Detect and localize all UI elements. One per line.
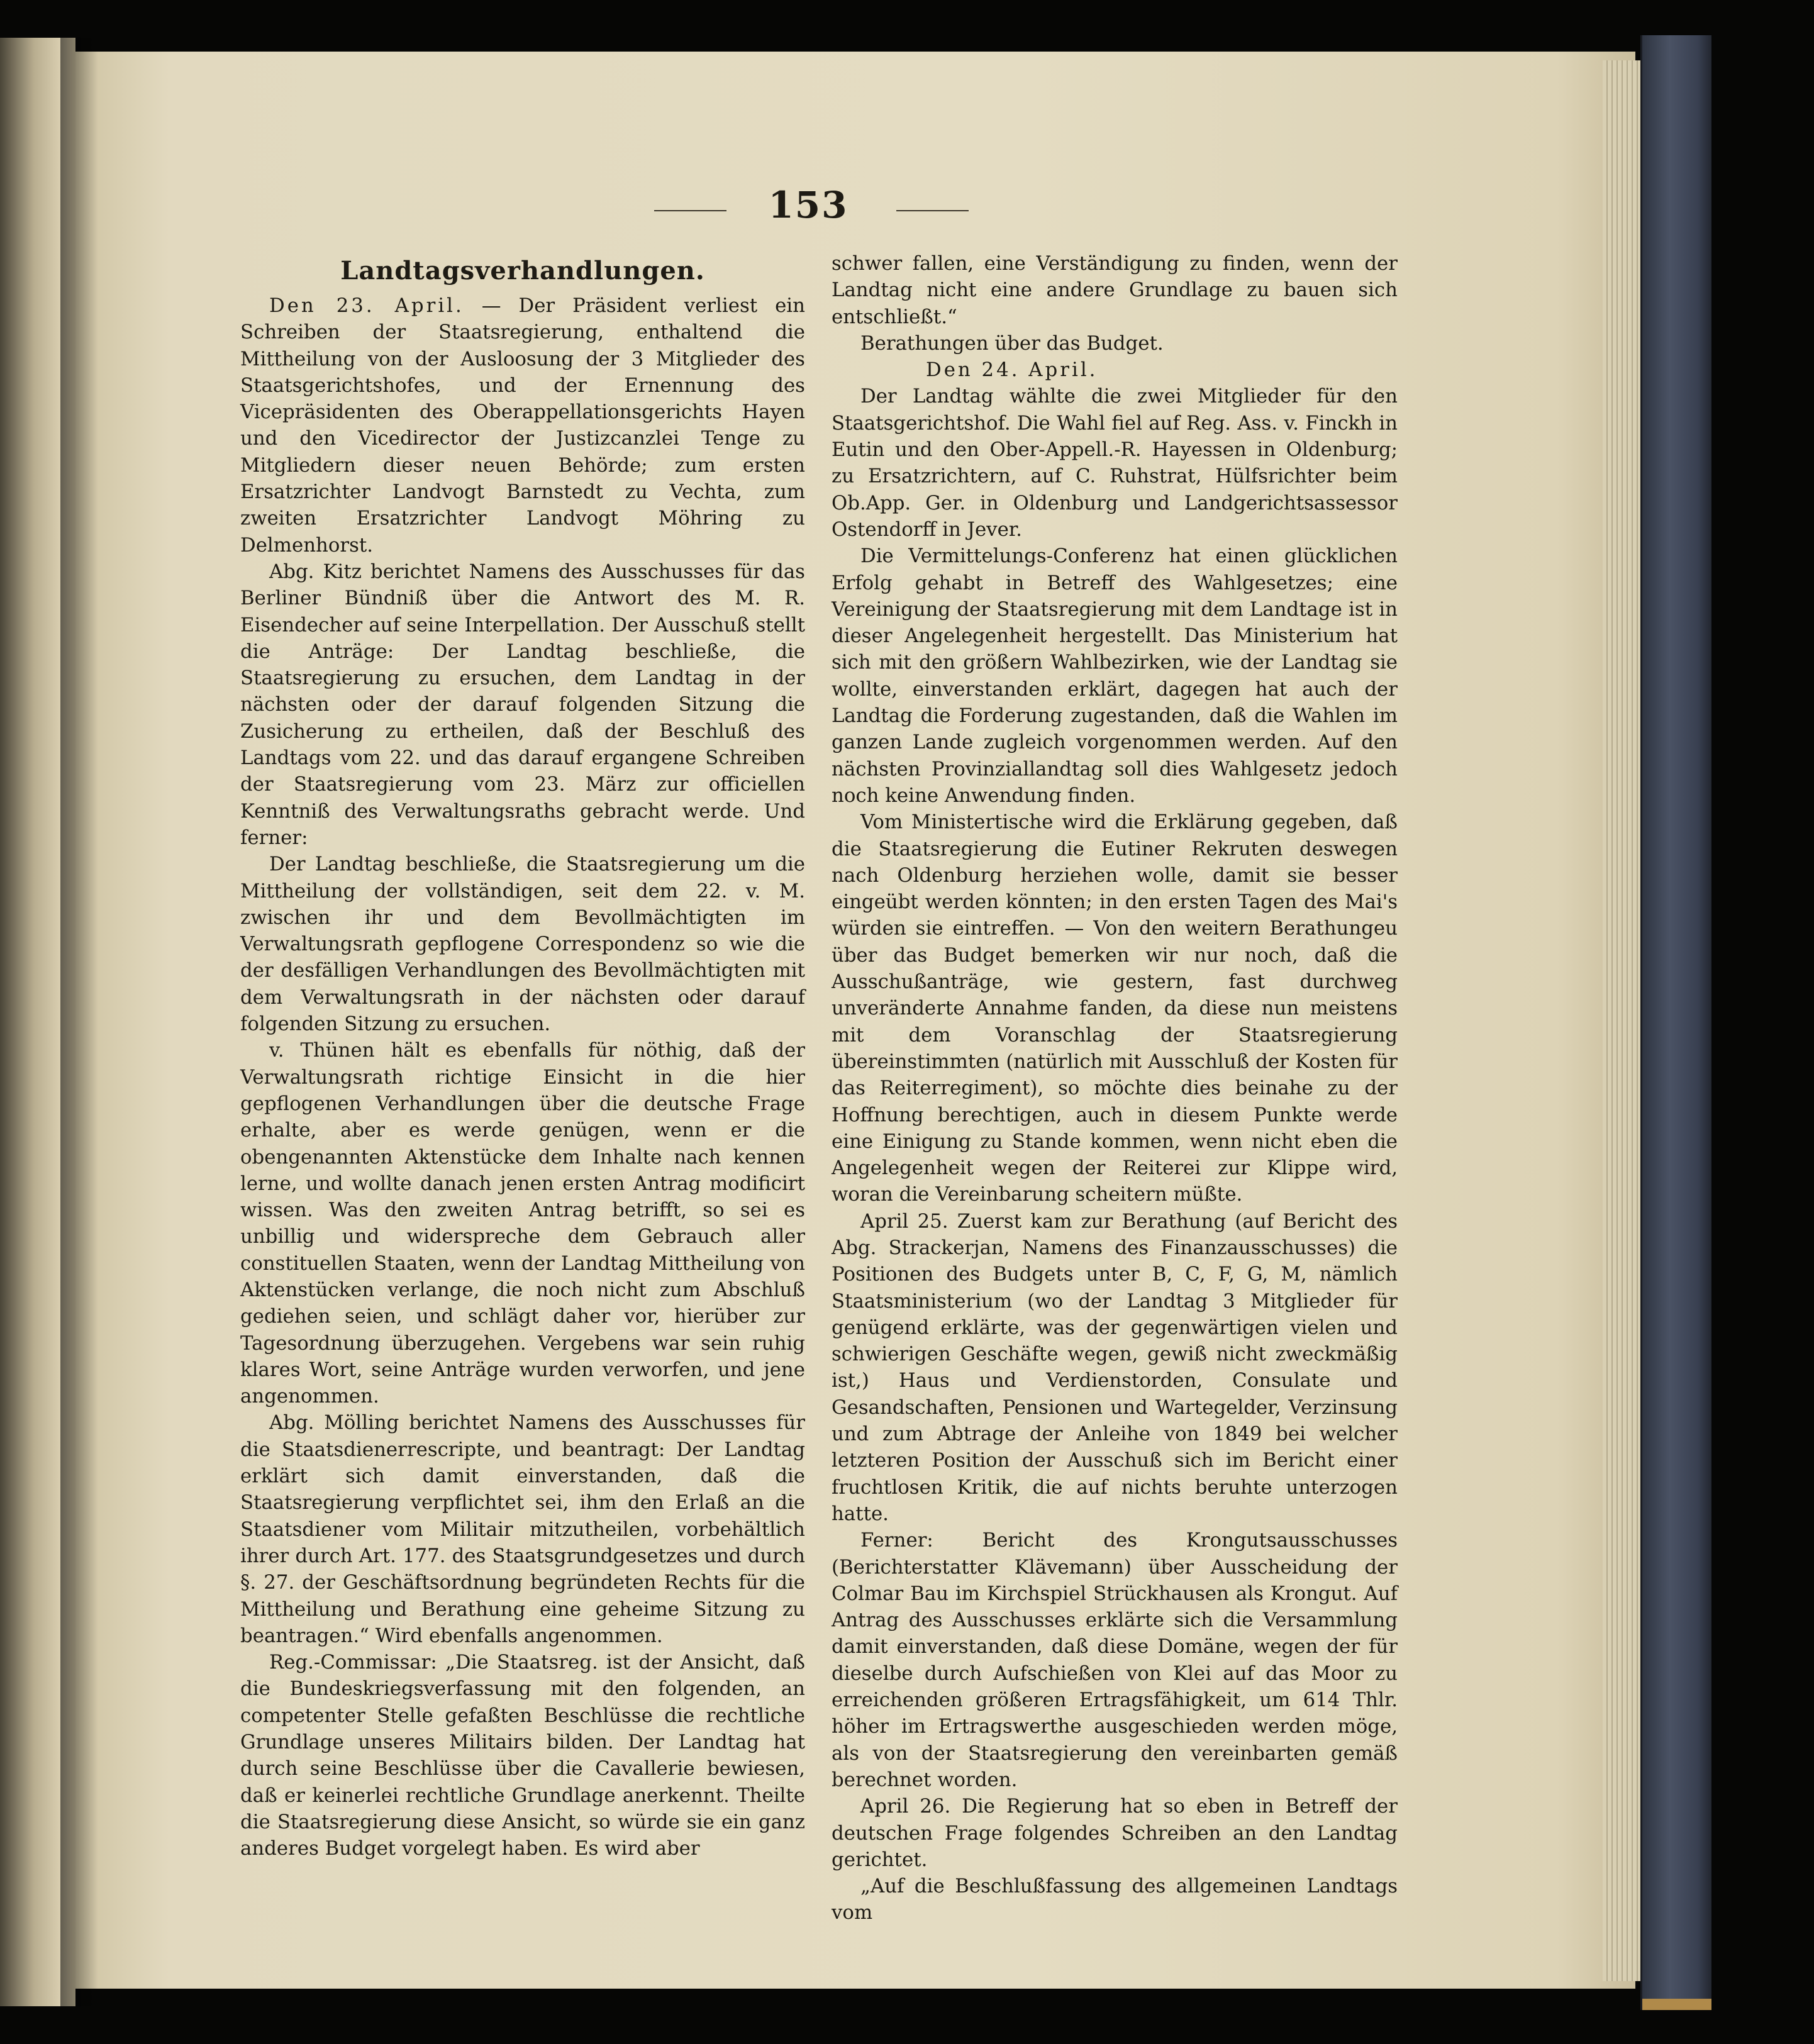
paragraph: Vom Ministertische wird die Erklärung gegeben, daß die Staatsregierung die Eutiner Rekruten deswegen nach Oldenburg herziehen wolle, damit sie besser eingeübt werden könnten; in den ersten Tagen des Mai's würden sie eintreffen. — Von den weitern Berathungeu über das Budget bemerken wir nur noch, daß die Ausschußanträge, wie gestern, fast durchweg unveränderte Annahme fanden, da diese nun meistens mit dem Voranschlag der Staatsregierung übereinstimmten (natürlich mit Ausschluß der Kosten für das Reiterregiment), so möchte dies beinahe zu der Hoffnung berechtigen, auch in diesem Punkte werde eine Einigung zu Stande kommen, wenn nicht eben die Angelegenheit wegen der Reiterei zur Klippe wird, woran die Vereinbarung scheitern müßte.	[832, 811, 1398, 1206]
paragraph: Reg.-Commissar: „Die Staatsreg. ist der Ansicht, daß die Bundeskriegsverfassung mit den folgenden, an competenter Stelle gefaßten Beschlüsse die rechtliche Grundlage unseres Militairs bilden. Der Landtag hat durch seine Beschlüsse über die Cavallerie bewiesen, daß er keinerlei rechtliche Grundlage anerkennt. Theilte die Staatsregierung diese Ansicht, so würde sie ein ganz anderes Budget vorgelegt haben. Es wird aber	[240, 1651, 805, 1860]
page-edges	[1603, 60, 1640, 1981]
date-heading: Den 24. April.	[926, 358, 1098, 382]
left-column	[240, 255, 805, 1862]
book-cover	[1640, 35, 1711, 2010]
paragraph: Die Vermittelungs-Conferenz hat einen glücklichen Erfolg gehabt in Betreff des Wahlgesetzes; eine Vereinigung der Staatsregierung mit dem Landtage ist in dieser Angelegenheit hergestellt. Das Ministerium hat sich mit den größern Wahlbezirken, wie der Landtag sie wollte, einverstanden erklärt, dagegen hat auch der Landtag die Forderung zugestanden, daß die Wahlen im ganzen Lande zugleich vorgenommen werden. Auf den nächsten Provinziallandtag soll dies Wahlgesetz jedoch noch keine Anwendung finden.	[832, 545, 1398, 807]
paragraph: Abg. Kitz berichtet Namens des Ausschusses für das Berliner Bündniß über die Antwort des M. R. Eisendecher auf seine Interpellation. Der Ausschuß stellt die Anträge: Der Landtag beschließe, die Staatsregierung zu ersuchen, dem Landtag in der nächsten oder der darauf folgenden Sitzung die Zusicherung zu ertheilen, daß der Beschluß des Landtags vom 22. und das darauf ergangene Schreiben der Staatsregierung vom 23. März zur officiellen Kenntniß des Verwaltungsraths gebracht werde. Und ferner:	[240, 560, 805, 849]
paragraph: Der Landtag beschließe, die Staatsregierung um die Mittheilung der vollständigen, seit dem 22. v. M. zwischen ihr und dem Bevollmächtigten im Verwaltungsrath gepflogene Correspondenz so wie die der desfälligen Verhandlungen des Bevollmächtigten mit dem Verwaltungsrath in der nächsten oder darauf folgenden Sitzung zu ersuchen.	[240, 853, 805, 1036]
paragraph-text: — Der Präsident verliest ein Schreiben der Staatsregierung, enthaltend die Mittheilung von der Ausloosung der 3 Mitglieder des Staatsgerichtshofes, und der Ernennung des Vicepräsidenten des Oberappellationsgerichts Hayen und den Vicedirector der Justizcanzlei Tenge zu Mitgliedern dieser neuen Behörde; zum ersten Ersatzrichter Landvogt Barnstedt zu Vechta, zum zweiten Ersatzrichter Landvogt Möhring zu Delmenhorst.	[240, 294, 805, 557]
paragraph: Abg. Mölling berichtet Namens des Ausschusses für die Staatsdienerrescripte, und beantragt: Der Landtag erklärt sich damit einverstanden, daß die Staatsregierung verpflichtet sei, ihm den Erlaß an die Staatsdiener vom Militair mitzutheilen, vorbehältlich ihrer durch Art. 177. des Staatsgrundgesetzes und durch §. 27. der Geschäftsordnung begründeten Rechts für die Mittheilung und Berathung eine geheime Sitzung zu beantragen.“ Wird ebenfalls angenommen.	[240, 1411, 805, 1647]
page-number: 153	[768, 184, 849, 226]
section-heading: Landtagsverhandlungen.	[340, 256, 705, 286]
paragraph: April 26. Die Regierung hat so eben in Betreff der deutschen Frage folgendes Schreiben an den Landtag gerichtet.	[832, 1795, 1398, 1871]
date-label: Den 23. April.	[269, 294, 464, 317]
paragraph: schwer fallen, eine Verständigung zu finden, wenn der Landtag nicht eine andere Grundlage zu bauen sich entschließt.“	[832, 252, 1398, 328]
paragraph: „Auf die Beschlußfassung des allgemeinen Landtags vom	[832, 1875, 1398, 1925]
cover-edge	[1642, 1999, 1711, 2010]
right-column	[832, 250, 1398, 1926]
header-rule-right	[896, 210, 969, 211]
paragraph	[240, 292, 805, 558]
paragraph: Berathungen über das Budget.	[860, 331, 1164, 355]
paragraph: April 25. Zuerst kam zur Berathung (auf Bericht des Abg. Strackerjan, Namens des Finanzausschusses) die Positionen des Budgets unter B, C, F, G, M, nämlich Staatsministerium (wo der Landtag 3 Mitglieder für genügend erklärte, was der gegenwärtigen vielen und schwierigen Geschäfte wegen, gewiß nicht zweckmäßig ist,) Haus und Verdienstorden, Consulate und Gesandschaften, Pensionen und Wartegelder, Verzinsung und zum Abtrage der Anleihe von 1849 bei welcher letzteren Position der Ausschuß sich im Bericht einer fruchtlosen Kritik, die auf nichts beruhte unterzogen hatte.	[832, 1209, 1398, 1525]
paragraph: Der Landtag wählte die zwei Mitglieder für den Staatsgerichtshof. Die Wahl fiel auf Reg. Ass. v. Finckh in Eutin und den Ober-Appell.-R. Hayessen in Oldenburg; zu Ersatzrichtern, auf C. Ruhstrat, Hülfsrichter beim Ob.App. Ger. in Oldenburg und Landgerichtsassessor Ostendorff in Jever.	[832, 385, 1398, 541]
spine-shadow	[60, 38, 98, 2006]
header-rule-left	[654, 210, 726, 211]
paragraph: Ferner: Bericht des Krongutsausschusses (Berichterstatter Klävemann) über Ausscheidung der Colmar Bau im Kirchspiel Strückhausen als Krongut. Auf Antrag des Ausschusses erklärte sich die Versammlung damit einverstanden, daß diese Domäne, wegen der für dieselbe durch Aufschießen von Klei auf das Moor zu erreichenden größeren Ertragsfähigkeit, um 614 Thlr. höher im Ertragswerthe ausgeschieden werden möge, als von der Staatsregierung den vereinbarten gemäß berechnet worden.	[832, 1529, 1398, 1791]
paragraph: v. Thünen hält es ebenfalls für nöthig, daß der Verwaltungsrath richtige Einsicht in die hier gepflogenen Verhandlungen über die deutsche Frage erhalte, aber es werde genügen, wenn er die obengenannten Aktenstücke dem Inhalte nach kennen lerne, und wollte danach jenen ersten Antrag modificirt wissen. Was den zweiten Antrag betrifft, so sei es unbillig und widerspreche dem Gebrauch aller constituellen Staaten, wenn der Landtag Mittheilung von Aktenstücken verlange, die noch nicht zum Abschluß gediehen seien, und schlägt daher vor, hierüber zur Tagesordnung überzugehen. Vergebens war sein ruhig klares Wort, seine Anträge wurden verworfen, und jene angenommen.	[240, 1039, 805, 1408]
